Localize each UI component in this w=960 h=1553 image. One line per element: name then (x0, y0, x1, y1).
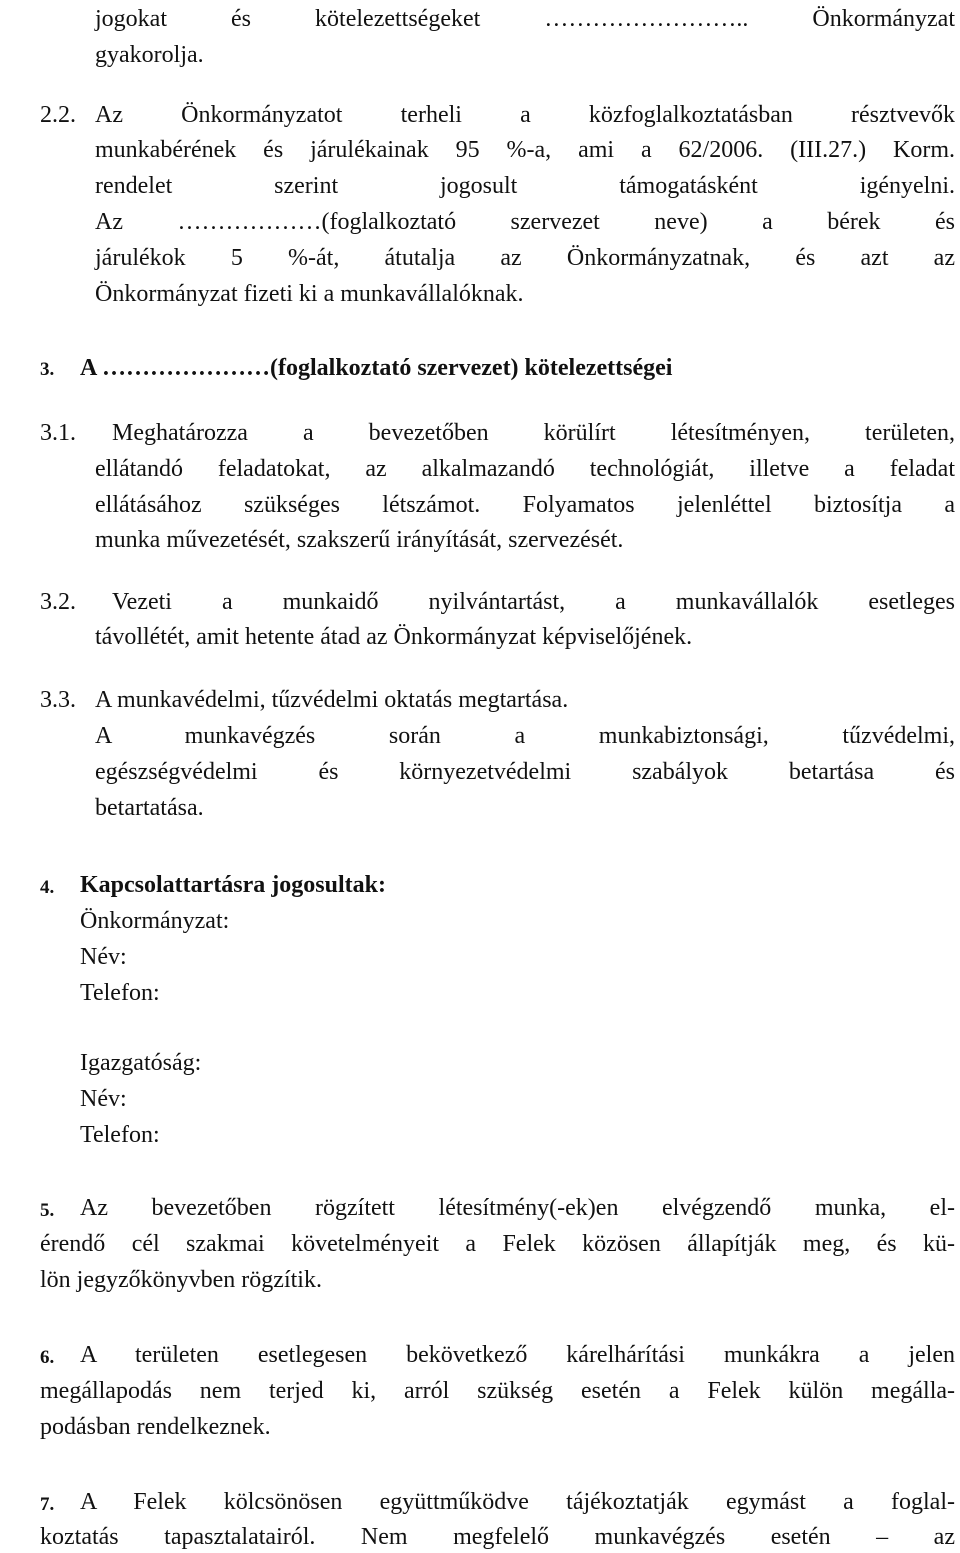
section-number: 3.3. (40, 687, 76, 713)
contact-label: Telefon: (80, 980, 160, 1006)
paragraph-line: jogokat és kötelezettségeket …………………….. Önkormányzat (95, 6, 955, 32)
paragraph-line: A munkavédelmi, tűzvédelmi oktatás megtartása. (95, 687, 569, 713)
section-number: 3.1. (40, 420, 76, 446)
section-number: 6. (40, 1347, 55, 1368)
section-heading: A …………………(foglalkoztató szervezet) kötelezettségei (80, 355, 673, 381)
paragraph-line: érendő cél szakmai követelményeit a Felek közösen állapítják meg, és kü- (40, 1231, 955, 1257)
section-number: 4. (40, 877, 55, 898)
paragraph-line: Meghatározza a bevezetőben körülírt létesítményen, területen, (112, 420, 955, 446)
section-number: 2.2. (40, 102, 76, 128)
paragraph-line: távollétét, amit hetente átad az Önkormányzat képviselőjének. (95, 624, 693, 650)
paragraph-line: gyakorolja. (95, 42, 204, 68)
paragraph-line: podásban rendelkeznek. (40, 1414, 271, 1440)
paragraph-line: lön jegyzőkönyvben rögzítik. (40, 1267, 322, 1293)
paragraph-line: Vezeti a munkaidő nyilvántartást, a munkavállalók esetleges (112, 589, 955, 615)
paragraph-line: betartatása. (95, 795, 204, 821)
contact-label: Igazgatóság: (80, 1050, 202, 1076)
section-number: 7. (40, 1494, 55, 1515)
contact-label: Önkormányzat: (80, 908, 230, 934)
contact-label: Név: (80, 1086, 127, 1112)
paragraph-line: koztatás tapasztalatairól. Nem megfelelő munkavégzés esetén – az (40, 1524, 955, 1550)
paragraph-line: egészségvédelmi és környezetvédelmi szabályok betartása és (95, 759, 955, 785)
paragraph-line: rendelet szerint jogosult támogatásként igényelni. (95, 173, 955, 199)
paragraph-line: Önkormányzat fizeti ki a munkavállalóknak. (95, 281, 524, 307)
contact-label: Név: (80, 944, 127, 970)
section-number: 3. (40, 359, 55, 380)
paragraph-line: Az ………………(foglalkoztató szervezet neve) a bérek és (95, 209, 955, 235)
contact-label: Telefon: (80, 1122, 160, 1148)
section-number: 3.2. (40, 589, 76, 615)
paragraph-line: munka művezetését, szakszerű irányítását, szervezését. (95, 527, 624, 553)
paragraph-line: ellátásához szükséges létszámot. Folyamatos jelenléttel biztosítja a (95, 492, 955, 518)
paragraph-line: A munkavégzés során a munkabiztonsági, tűzvédelmi, (95, 723, 955, 749)
paragraph-line: Az Önkormányzatot terheli a közfoglalkoztatásban résztvevők (95, 102, 955, 128)
paragraph-line: ellátandó feladatokat, az alkalmazandó technológiát, illetve a feladat (95, 456, 955, 482)
paragraph-line: járulékok 5 %-át, átutalja az Önkormányzatnak, és azt az (95, 245, 955, 271)
paragraph-line: A Felek kölcsönösen együttműködve tájékoztatják egymást a foglal- (80, 1489, 955, 1515)
section-number: 5. (40, 1200, 55, 1221)
paragraph-line: A területen esetlegesen bekövetkező kárelhárítási munkákra a jelen (80, 1342, 955, 1368)
paragraph-line: megállapodás nem terjed ki, arról szükség esetén a Felek külön megálla- (40, 1378, 955, 1404)
section-heading: Kapcsolattartásra jogosultak: (80, 872, 386, 898)
paragraph-line: Az bevezetőben rögzített létesítmény(-ek)en elvégzendő munka, el- (80, 1195, 955, 1221)
paragraph-line: munkabérének és járulékainak 95 %-a, ami a 62/2006. (III.27.) Korm. (95, 137, 955, 163)
